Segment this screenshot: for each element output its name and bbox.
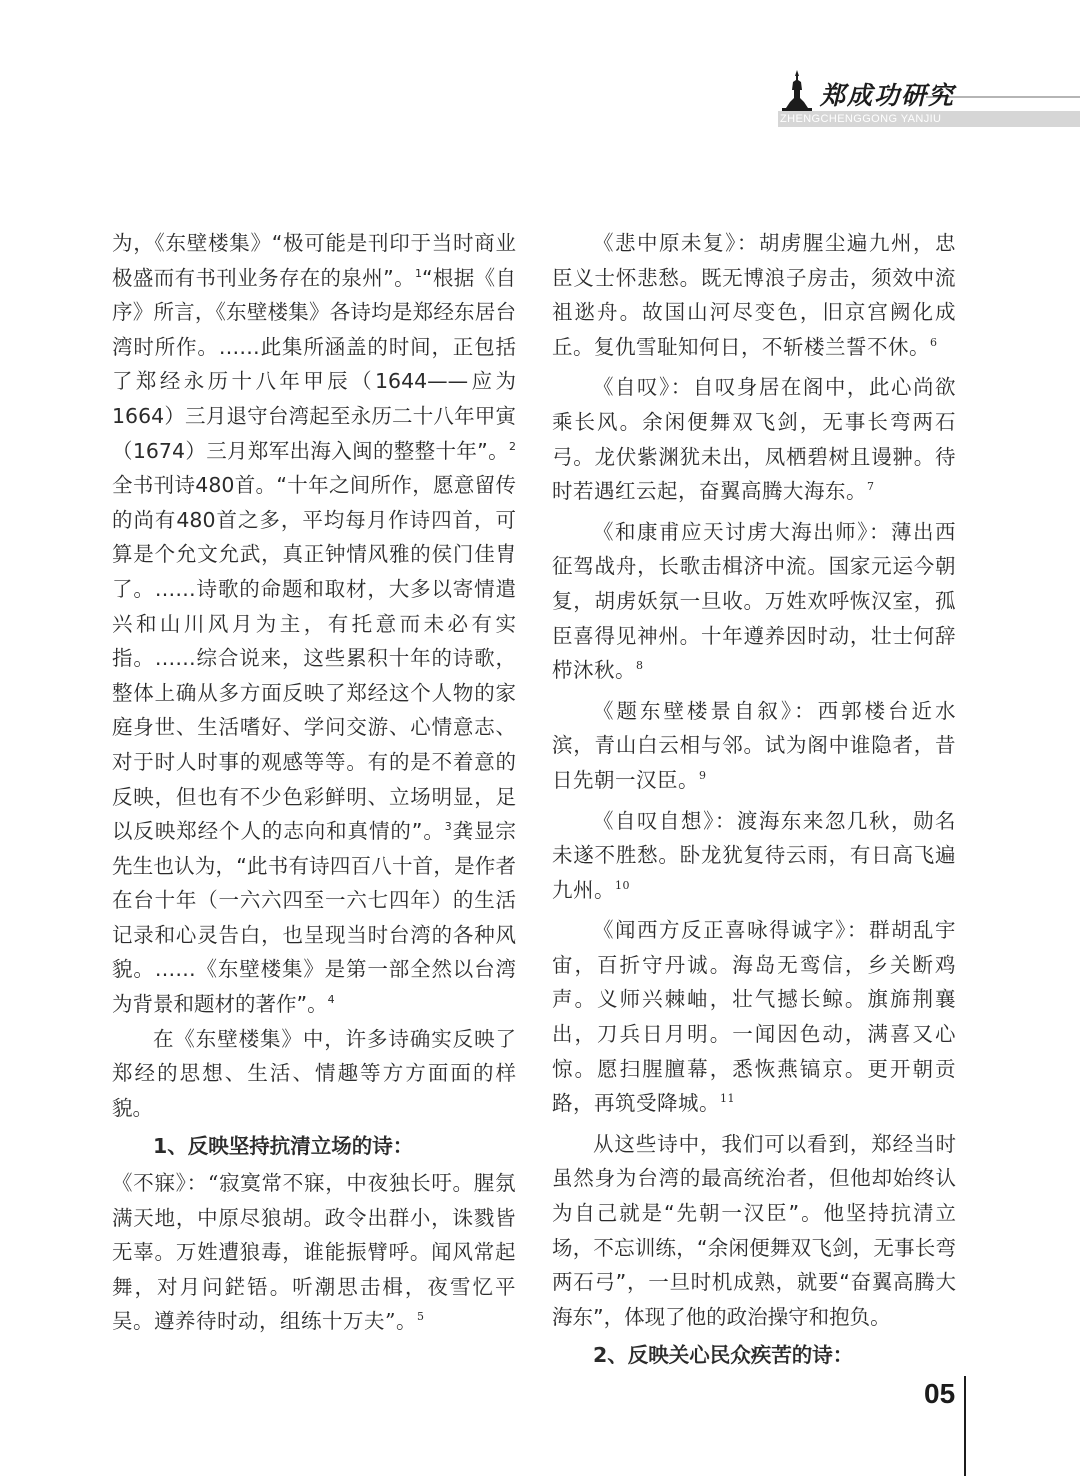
poem-text: 西郭楼台近水滨，青山白云相与邻。试为阁中谁隐者，昔日先朝一汉臣。: [552, 698, 957, 792]
poem-text: “寂寞常不寐，中夜独长吁。腥氛满天地，中原尽狼胡。政令出群小，诛戮皆无辜。万姓遭狼毒，谁能振臂呼。闻风常起舞，对月问鋩铻。听潮思击楫，夜雪忆平吴。遵养待时动，组练十万夫”。: [112, 1171, 516, 1334]
poem-entry: [112, 1166, 516, 1339]
footnote-ref: 7: [867, 480, 875, 494]
footnote-ref: 9: [699, 769, 707, 783]
poem-text: 自叹身居在阁中，此心尚欲乘长风。余闲便舞双飞剑，无事长弯两石弓。龙伏紫渊犹未出，凤栖碧树且谩翀。待时若遇红云起，奋翼高腾大海东。: [552, 375, 956, 504]
footnote-ref: 4: [327, 993, 335, 1007]
poem-title: 《和康甫应天讨虏大海出师》：: [593, 519, 891, 544]
body-paragraph: 从这些诗中，我们可以看到，郑经当时虽然身为台湾的最高统治者，但他却始终认为自己就是“先朝一汉臣”。他坚持抗清立场，不忘训练，“余闲便舞双飞剑，无事长弯两石弓”，一旦时机成熟，就要“奋翼高腾大海东”，体现了他的政治操守和抱负。: [552, 1131, 956, 1329]
text-run: “根据《自序》所言，《东壁楼集》各诗均是郑经东居台湾时所作。……此集所涵盖的时间，正包括了郑经永历十八年甲辰（1644——应为1664）三月退守台湾起至永历二十八年甲寅（1674）三月郑军出海入闽的整整十年”。: [112, 265, 516, 463]
footnote-ref: 8: [636, 659, 644, 673]
poem-title: 《自叹自想》：: [593, 808, 737, 833]
text-run: 为，《东壁楼集》“极可能是刊印于当时商业极盛而有书刊业务存在的泉州”。: [112, 231, 516, 290]
poem-entry: [552, 370, 956, 508]
poem-title: 《不寐》：: [112, 1171, 208, 1196]
footnote-ref: 2: [509, 439, 516, 453]
poem-text: 群胡乱宇宙，百折守丹诚。海岛无鸾信，乡关断鸡声。义师兴棘岫，壮气撼长鲸。旗旆荆襄出，刀兵日月明。一闻因色动，满喜又心惊。愿扫腥膻幕，悉恢燕镐京。更开朝贡路，再筑受降城。: [552, 918, 956, 1116]
poem-entry: [552, 913, 956, 1121]
footnote-ref: 1: [414, 266, 422, 280]
body-paragraph: [112, 226, 516, 1022]
section-heading: 1、反映坚持抗清立场的诗：: [153, 1134, 414, 1159]
poem-entry: [552, 226, 956, 364]
footnote-ref: 5: [416, 1310, 425, 1324]
poem-title: 《悲中原未复》：: [593, 231, 759, 255]
footnote-ref: 3: [444, 820, 452, 834]
footnote-ref: 11: [720, 1092, 735, 1106]
poem-entry: [552, 515, 956, 688]
right-column: [552, 226, 956, 1375]
body-paragraph: 在《东壁楼集》中，许多诗确实反映了郑经的思想、生活、情趣等方方面面的样貌。: [112, 1026, 516, 1120]
left-column: [112, 226, 516, 1345]
poem-text: 胡虏腥尘遍九州，忠臣义士怀悲愁。既无博浪子房击，须效中流祖逖舟。故国山河尽变色，旧京宫阙化成丘。复仇雪耻知何日，不斩楼兰誓不休。: [552, 231, 956, 359]
poem-text: 渡海东来忽几秋，勋名未遂不胜愁。卧龙犹复待云雨，有日高飞遍九州。: [552, 808, 956, 902]
statue-logo-icon: [780, 68, 814, 112]
page-number: 05: [924, 1378, 956, 1409]
journal-title: 郑成功研究: [820, 81, 956, 110]
footnote-ref: 10: [615, 878, 630, 892]
poem-title: 《闻西方反正喜咏得诚字》：: [593, 918, 869, 943]
poem-title: 《自叹》：: [593, 375, 693, 400]
section-heading: 2、反映关心民众疾苦的诗：: [593, 1343, 854, 1368]
poem-entry: [552, 694, 956, 798]
poem-title: 《题东壁楼景自叙》：: [593, 698, 818, 723]
poem-entry: [552, 804, 956, 908]
footnote-ref: 6: [930, 335, 938, 349]
journal-subtitle: ZHENGCHENGGONG YANJIU: [780, 113, 942, 125]
text-run: 全书刊诗480首。“十年之间所作，愿意留传的尚有480首之多，平均每月作诗四首，可算是个允文允武，真正钟情风雅的侯门佳胄了。……诗歌的命题和取材，大多以寄情遣兴和山川风月为主，有托意而未必有实指。……综合说来，这些累积十年的诗歌，整体上确从多方面反映了郑经这个人物的家庭身世、生活嗜好、学问交游、心情意志、对于时人时事的观感等等。有的是不着意的反映，但也有不少色彩鲜明、立场明显，足以反映郑经个人的志向和真情的”。: [112, 473, 516, 844]
poem-text: 薄出西征驾战舟，长歌击楫济中流。国家元运今朝复，胡虏妖氛一旦收。万姓欢呼恢汉室，孤臣喜得见神州。十年遵养因时动，壮士何辞栉沐秋。: [552, 519, 956, 683]
text-run: 龚显宗先生也认为，“此书有诗四百八十首，是作者在台十年（一六六四至一六七四年）的生活记录和心灵告白，也呈现当时台湾的各种风貌。……《东壁楼集》是第一部全然以台湾为背景和题材的著作”。: [112, 819, 517, 1017]
page-number-rule: [964, 1376, 966, 1476]
